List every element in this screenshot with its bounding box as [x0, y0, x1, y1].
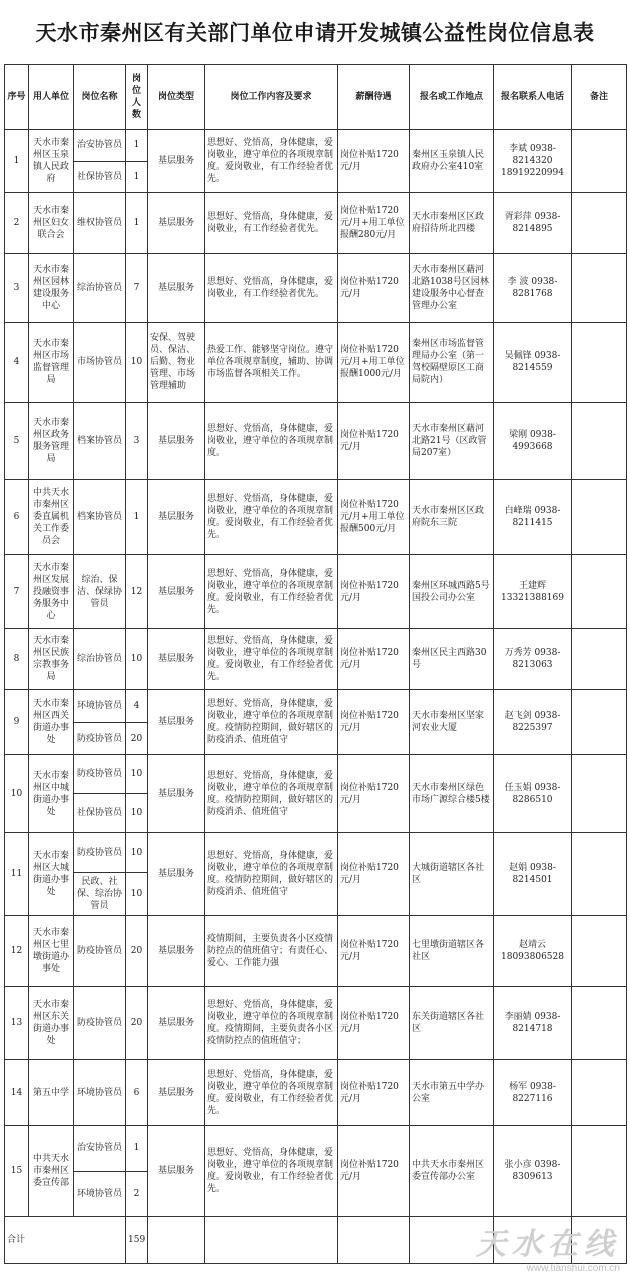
row-num: 7	[126, 254, 148, 323]
row-pay: 岗位补贴1720元/月	[338, 555, 410, 629]
row-note	[572, 690, 627, 755]
row-seq: 12	[5, 916, 29, 987]
row-req: 思想好、党悟高，身体健康，爱岗敬业，遵守单位的各项规章制度。疫情期间，主要负责各小区疫情防控点的值班值守；	[205, 987, 338, 1060]
row-contact: 李 波 0938-8281768	[494, 254, 572, 323]
row-note	[572, 629, 627, 690]
row-pay: 岗位补贴1720元/月+用工单位报酬280元/月	[338, 193, 410, 254]
row-place: 天水市秦州区藉河北路21号（区政管局207室）	[410, 402, 494, 479]
row-place: 天水市秦州区区政府院东三院	[410, 479, 494, 554]
row-pay: 岗位补贴1720元/月	[338, 130, 410, 193]
row-num: 10	[126, 629, 148, 690]
row-pay: 岗位补贴1720元/月	[338, 1060, 410, 1125]
row-post: 环境协管员	[74, 1060, 126, 1125]
page-title: 天水市秦州区有关部门单位申请开发城镇公益性岗位信息表	[35, 20, 595, 45]
total-empty	[338, 1217, 410, 1264]
row-place: 东关街道辖区各社区	[410, 987, 494, 1060]
row-post: 综治、保洁、保绿协管员	[74, 555, 126, 629]
row-seq: 6	[5, 479, 29, 554]
row-unit: 天水市秦州区七里墩街道办事处	[29, 916, 74, 987]
row-req: 思想好、党悟高，身体健康，爱岗敬业，遵守单位的各项规章制度。疫情防控期间，做好辖区的防疫消杀、值班值守	[205, 832, 338, 915]
positions-table	[4, 64, 627, 1264]
row-contact: 王建辉 13321388169	[494, 555, 572, 629]
header-pay: 薪酬待遇	[338, 65, 410, 130]
row-post: 防疫协管员	[74, 755, 126, 794]
row-contact: 梁刚 0938-4993668	[494, 402, 572, 479]
row-req: 思想好、党悟高，身体健康，爱岗敬业，遵守单位的各项规章制度。疫情防控期间，做好辖区的防疫消杀、值班值守	[205, 755, 338, 832]
total-label: 合计	[5, 1217, 126, 1264]
row-num: 1	[126, 130, 148, 162]
row-post: 档案协管员	[74, 402, 126, 479]
row-contact: 任玉娟 0938-8286510	[494, 755, 572, 832]
table-row	[5, 193, 627, 254]
row-post: 综治协管员	[74, 254, 126, 323]
row-req: 思想好、党悟高，身体健康，爱岗敬业，有工作经验者优先。	[205, 254, 338, 323]
header-unit: 用人单位	[29, 65, 74, 130]
row-req: 思想好、党悟高，身体健康，爱岗敬业，遵守单位的各项规章制度。爱岗敬业，有工作经验者优先。	[205, 629, 338, 690]
table-row	[5, 130, 627, 162]
row-seq: 8	[5, 629, 29, 690]
row-note	[572, 555, 627, 629]
table-row	[5, 690, 627, 723]
table-row	[5, 1125, 627, 1172]
row-req: 思想好、党悟高，身体健康，爱岗敬业，遵守单位的各项规章制度。爱岗敬业，有工作经验者优先。	[205, 1125, 338, 1217]
row-pay: 岗位补贴1720元/月	[338, 987, 410, 1060]
row-num: 4	[126, 690, 148, 723]
row-type: 基层服务	[148, 1060, 205, 1125]
row-place: 大城街道辖区各社区	[410, 832, 494, 915]
row-unit: 天水市秦州区玉泉镇人民政府	[29, 130, 74, 193]
row-post: 环境协管员	[74, 1172, 126, 1217]
row-type: 基层服务	[148, 193, 205, 254]
row-contact: 李斌 0938-8214320 18919220994	[494, 130, 572, 193]
table-row	[5, 987, 627, 1060]
row-num: 10	[126, 873, 148, 916]
row-pay: 岗位补贴1720元/月	[338, 629, 410, 690]
row-seq: 11	[5, 832, 29, 915]
row-contact: 吴佩锋 0938-8214559	[494, 323, 572, 402]
header-post: 岗位名称	[74, 65, 126, 130]
row-type: 基层服务	[148, 755, 205, 832]
row-unit: 中共天水市秦州区委直属机关工作委员会	[29, 479, 74, 554]
row-seq: 5	[5, 402, 29, 479]
watermark-text: 天水在线	[476, 1227, 620, 1262]
row-seq: 1	[5, 130, 29, 193]
row-pay: 岗位补贴1720元/月	[338, 690, 410, 755]
row-note	[572, 130, 627, 193]
row-post: 防疫协管员	[74, 722, 126, 755]
row-unit: 天水市秦州区东关街道办事处	[29, 987, 74, 1060]
row-pay: 岗位补贴1720元/月	[338, 402, 410, 479]
row-place: 七里墩街道辖区各社区	[410, 916, 494, 987]
row-place: 秦州区市场监督管理局办公室（第一驾校隔壁原区工商局院内）	[410, 323, 494, 402]
row-req: 思想好、党悟高，身体健康，爱岗敬业，遵守单位的各项规章制度。爱岗敬业，有工作经验者优先。	[205, 555, 338, 629]
row-num: 1	[126, 479, 148, 554]
table-row	[5, 323, 627, 402]
header-place: 报名或工作地点	[410, 65, 494, 130]
header-row	[5, 65, 627, 130]
row-post: 档案协管员	[74, 479, 126, 554]
row-contact: 赵飞剑 0938-8225397	[494, 690, 572, 755]
row-seq: 13	[5, 987, 29, 1060]
table-row	[5, 629, 627, 690]
table-row	[5, 1060, 627, 1125]
header-req: 岗位工作内容及要求	[205, 65, 338, 130]
row-req: 思想好、党悟高，身体健康，爱岗敬业，遵守单位的各项规章制度。	[205, 402, 338, 479]
row-place: 秦州区环城西路5号国投公司办公室	[410, 555, 494, 629]
row-place: 秦州区民主西路30号	[410, 629, 494, 690]
row-note	[572, 323, 627, 402]
row-seq: 4	[5, 323, 29, 402]
row-num: 10	[126, 323, 148, 402]
row-type: 基层服务	[148, 832, 205, 915]
row-note	[572, 832, 627, 915]
row-num: 20	[126, 987, 148, 1060]
header-seq: 序号	[5, 65, 29, 130]
row-contact: 杨军 0938-8227116	[494, 1060, 572, 1125]
row-place: 天水市第五中学办公室	[410, 1060, 494, 1125]
total-empty	[410, 1217, 494, 1264]
row-num: 12	[126, 555, 148, 629]
row-unit: 中共天水市秦州区委宣传部	[29, 1125, 74, 1217]
row-note	[572, 987, 627, 1060]
row-num: 6	[126, 1060, 148, 1125]
row-pay: 岗位补贴1720元/月	[338, 916, 410, 987]
row-contact: 胥彩萍 0938-8214895	[494, 193, 572, 254]
row-num: 20	[126, 916, 148, 987]
row-place: 秦州区玉泉镇人民政府办公室410室	[410, 130, 494, 193]
row-num: 10	[126, 755, 148, 794]
row-unit: 天水市秦州区民族宗教事务局	[29, 629, 74, 690]
row-unit: 天水市秦州区园林建设服务中心	[29, 254, 74, 323]
row-post: 防疫协管员	[74, 916, 126, 987]
header-note: 备注	[572, 65, 627, 130]
row-note	[572, 479, 627, 554]
row-type: 基层服务	[148, 690, 205, 755]
row-post: 市场协管员	[74, 323, 126, 402]
row-contact: 赵靖云 18093806528	[494, 916, 572, 987]
header-num: 岗位人数	[126, 65, 148, 130]
table-row	[5, 555, 627, 629]
row-post: 环境协管员	[74, 690, 126, 723]
row-pay: 岗位补贴1720元/月+用工单位报酬500元/月	[338, 479, 410, 554]
header-type: 岗位类型	[148, 65, 205, 130]
row-pay: 岗位补贴1720元/月	[338, 832, 410, 915]
row-unit: 天水市秦州区西关街道办事处	[29, 690, 74, 755]
table-row	[5, 254, 627, 323]
row-pay: 岗位补贴1720元/月+用工单位报酬1000元/月	[338, 323, 410, 402]
row-pay: 岗位补贴1720元/月	[338, 1125, 410, 1217]
row-contact: 万秀芳 0938-8213063	[494, 629, 572, 690]
row-post: 防疫协管员	[74, 987, 126, 1060]
row-note	[572, 755, 627, 832]
row-note	[572, 916, 627, 987]
row-type: 基层服务	[148, 402, 205, 479]
row-req: 疫情期间，主要负责各小区疫情防控点的值班值守；有责任心、爱心、工作能力强	[205, 916, 338, 987]
total-empty	[572, 1217, 627, 1264]
row-req: 思想好、党悟高，身体健康，爱岗敬业，遵守单位的各项规章制度。爱岗敬业，有工作经验者优先。	[205, 1060, 338, 1125]
table-row	[5, 755, 627, 794]
total-empty	[494, 1217, 572, 1264]
row-post: 社保协管员	[74, 161, 126, 193]
row-num: 1	[126, 1125, 148, 1172]
row-unit: 天水市秦州区政务服务管理局	[29, 402, 74, 479]
row-contact: 张小彦 0398-8309613	[494, 1125, 572, 1217]
row-num: 1	[126, 161, 148, 193]
row-num: 3	[126, 402, 148, 479]
row-seq: 14	[5, 1060, 29, 1125]
table-row	[5, 916, 627, 987]
table-row	[5, 832, 627, 873]
row-type: 基层服务	[148, 987, 205, 1060]
row-num: 10	[126, 794, 148, 833]
row-pay: 岗位补贴1720元/月	[338, 755, 410, 832]
row-req: 思想好、党悟高，身体健康，爱岗敬业，遵守单位的各项规章制度。爱岗敬业，有工作经验者优先。	[205, 479, 338, 554]
row-unit: 天水市秦州区发展投融资事务服务中心	[29, 555, 74, 629]
row-type: 基层服务	[148, 254, 205, 323]
row-req: 热爱工作、能够坚守岗位。遵守单位各项规章制度，辅助、协调市场监督各项相关工作。	[205, 323, 338, 402]
row-type: 基层服务	[148, 629, 205, 690]
row-place: 天水市秦州区绿色市场广源综合楼5楼	[410, 755, 494, 832]
row-post: 维权协管员	[74, 193, 126, 254]
table-row	[5, 402, 627, 479]
row-post: 防疫协管员	[74, 832, 126, 873]
row-contact: 赵娟 0938-8214501	[494, 832, 572, 915]
row-type: 基层服务	[148, 555, 205, 629]
row-seq: 3	[5, 254, 29, 323]
row-post: 综治协管员	[74, 629, 126, 690]
row-num: 10	[126, 832, 148, 873]
row-post: 民政、社保、综治协管员	[74, 873, 126, 916]
row-num: 1	[126, 193, 148, 254]
row-seq: 15	[5, 1125, 29, 1217]
total-row	[5, 1217, 627, 1264]
row-unit: 天水市秦州区妇女联合会	[29, 193, 74, 254]
row-post: 治安协管员	[74, 130, 126, 162]
row-unit: 天水市秦州区大城街道办事处	[29, 832, 74, 915]
row-type: 基层服务	[148, 130, 205, 193]
row-post: 社保协管员	[74, 794, 126, 833]
row-seq: 10	[5, 755, 29, 832]
row-place: 中共天水市秦州区委宣传部办公室	[410, 1125, 494, 1217]
watermark-url: www.tianshui.com.cn	[526, 1263, 620, 1274]
row-unit: 天水市秦州区中城街道办事处	[29, 755, 74, 832]
row-note	[572, 402, 627, 479]
row-seq: 2	[5, 193, 29, 254]
row-req: 思想好、党悟高，身体健康，爱岗敬业，遵守单位的各项规章制度。疫情防控期间，做好辖区的防疫消杀、值班值守	[205, 690, 338, 755]
row-type: 基层服务	[148, 1125, 205, 1217]
row-contact: 白峰瑞 0938-8211415	[494, 479, 572, 554]
row-place: 天水市秦州区区政府招待所北四楼	[410, 193, 494, 254]
row-unit: 天水市秦州区市场监督管理局	[29, 323, 74, 402]
row-note	[572, 1125, 627, 1217]
row-place: 天水市秦州区坚家河农业大厦	[410, 690, 494, 755]
row-post: 治安协管员	[74, 1125, 126, 1172]
row-type: 基层服务	[148, 916, 205, 987]
total-num: 159	[126, 1217, 148, 1264]
row-req: 思想好、党悟高，身体健康，爱岗敬业，有工作经验者优先。	[205, 193, 338, 254]
row-type: 安保、驾驶员、保洁、后勤、物业管理、市场管理辅助	[148, 323, 205, 402]
row-seq: 9	[5, 690, 29, 755]
row-note	[572, 1060, 627, 1125]
row-note	[572, 193, 627, 254]
table-row	[5, 479, 627, 554]
row-note	[572, 254, 627, 323]
header-contact: 报名联系人电话	[494, 65, 572, 130]
row-num: 20	[126, 722, 148, 755]
row-contact: 李丽婧 0938-8214718	[494, 987, 572, 1060]
row-pay: 岗位补贴1720元/月	[338, 254, 410, 323]
row-type: 基层服务	[148, 479, 205, 554]
row-seq: 7	[5, 555, 29, 629]
total-empty	[205, 1217, 338, 1264]
row-num: 2	[126, 1172, 148, 1217]
row-unit: 第五中学	[29, 1060, 74, 1125]
total-empty	[148, 1217, 205, 1264]
row-place: 天水市秦州区藉河北路1038号区园林建设服务中心督查管理办公室	[410, 254, 494, 323]
row-req: 思想好、党悟高，身体健康，爱岗敬业，遵守单位的各项规章制度。爱岗敬业，有工作经验者优先。	[205, 130, 338, 193]
